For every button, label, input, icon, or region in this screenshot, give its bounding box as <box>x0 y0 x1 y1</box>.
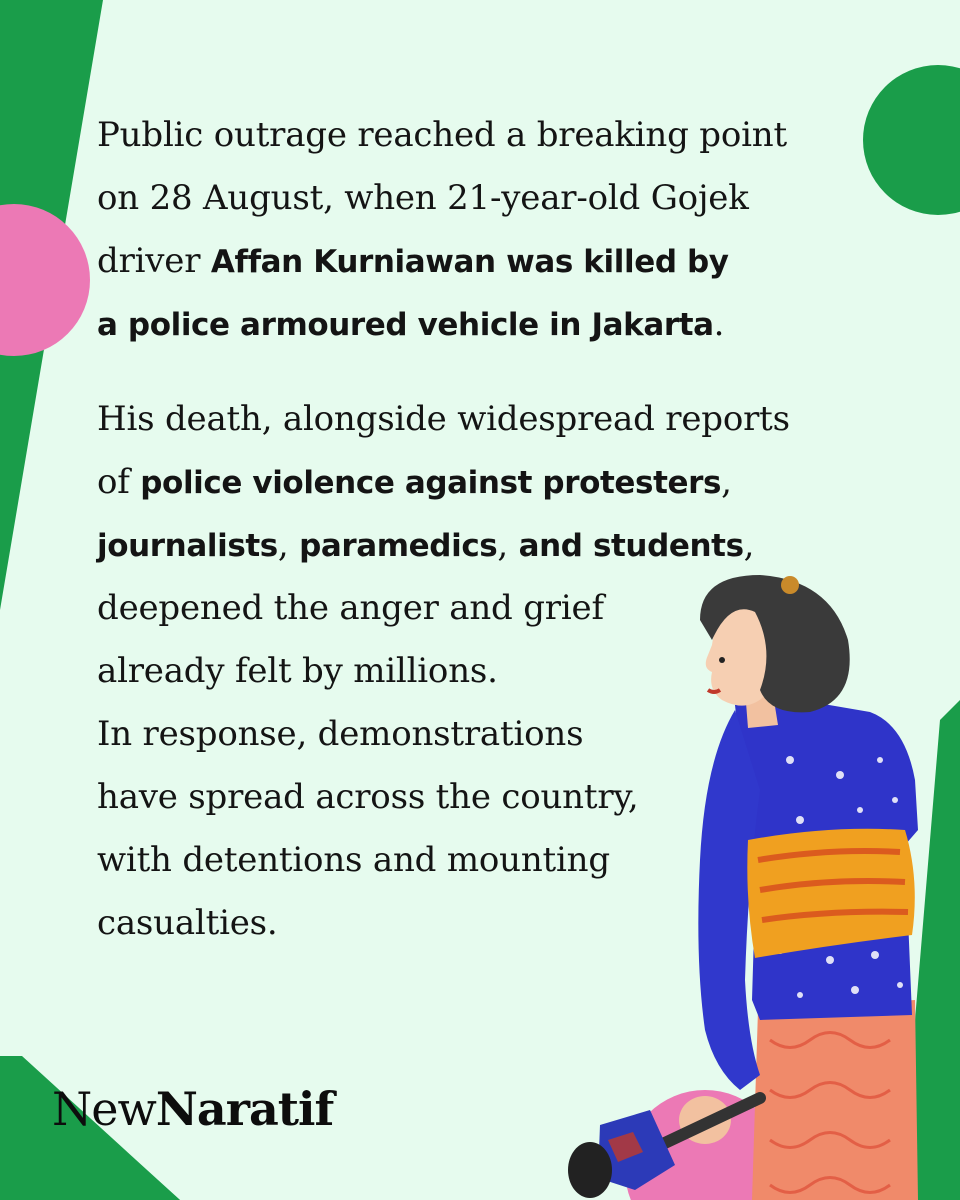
p2-line-2-regular: of <box>97 462 141 502</box>
p2-line-7: have spread across the country, <box>97 777 639 817</box>
megaphone-mouth <box>568 1142 612 1198</box>
p1-line-2: on 28 August, when 21-year-old Gojek <box>97 178 749 218</box>
p2-line-3-bold-c: and students <box>518 528 744 564</box>
brand-word-new: New <box>52 1082 156 1136</box>
p2-line-6: In response, demonstrations <box>97 714 584 754</box>
p2-line-4: deepened the anger and grief <box>97 588 604 628</box>
hair-ornament <box>781 576 799 594</box>
p2-line-3-bold-a: journalists <box>97 528 278 564</box>
p2-line-2-bold: police violence against protesters <box>140 465 722 501</box>
p2-line-3-end: , <box>743 525 755 565</box>
batik-skirt <box>752 1000 918 1200</box>
p2-line-1: His death, alongside widespread reports <box>97 399 790 439</box>
p1-line-1: Public outrage reached a breaking point <box>97 115 787 155</box>
p2-line-9: casualties. <box>97 903 278 943</box>
p2-line-2-end: , <box>721 462 732 502</box>
p2-line-8: with detentions and mounting <box>97 840 610 880</box>
p2-line-3-sep2: , <box>497 525 519 565</box>
p2-line-5: already felt by millions. <box>97 651 498 691</box>
p1-line-4-bold: a police armoured vehicle in Jakarta <box>97 307 714 343</box>
p2-line-3-sep1: , <box>277 525 300 565</box>
brand-word-naratif: Naratif <box>155 1082 334 1136</box>
p1-line-3-bold: Affan Kurniawan was killed by <box>210 244 729 280</box>
p1-line-3-regular: driver <box>97 241 211 281</box>
p2-line-3-bold-b: paramedics <box>299 528 498 564</box>
p1-line-4-end: . <box>713 304 725 344</box>
brand-logo <box>52 1082 333 1136</box>
